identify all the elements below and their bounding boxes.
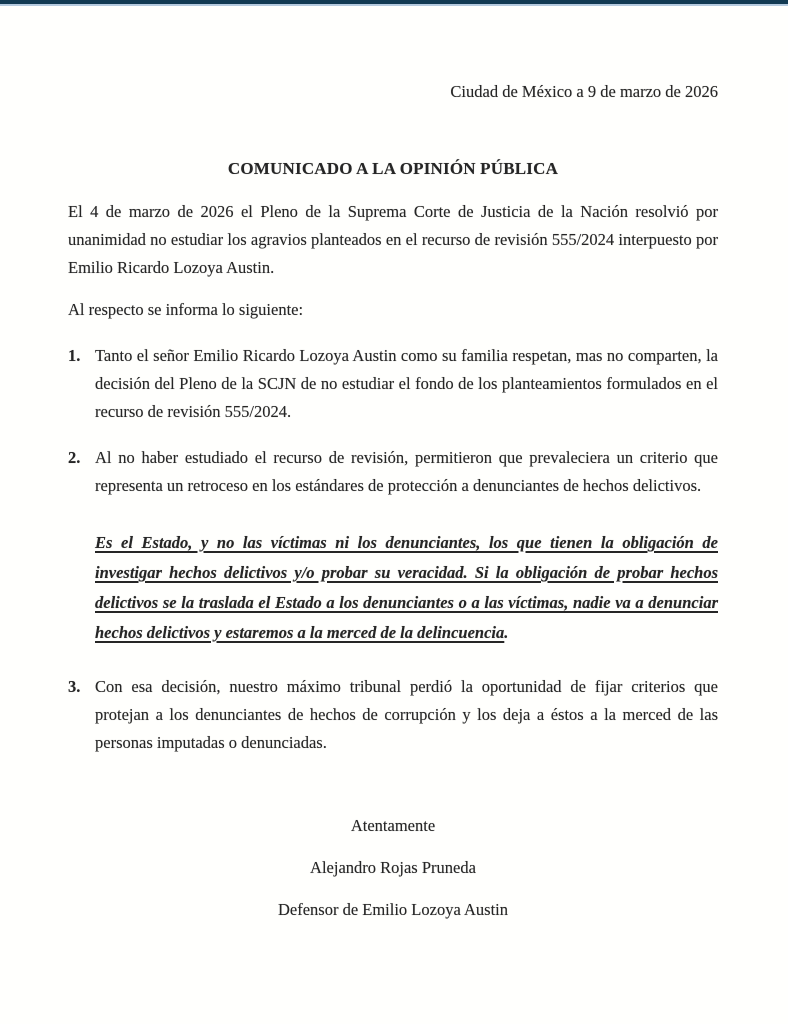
- item-number: 2.: [68, 448, 81, 467]
- document-title: COMUNICADO A LA OPINIÓN PÚBLICA: [227, 159, 559, 178]
- lead-in-text: Al respecto se informa lo siguiente:: [68, 300, 304, 319]
- list-item-3: [68, 673, 718, 757]
- item-text: Al no haber estudiado el recurso de revisión, permitieron que prevaleciera un criterio que representa un retroceso en los estándares de protección a denunciantes de hechos delictivos.: [95, 448, 718, 495]
- item-number: 3.: [68, 677, 81, 696]
- signatory-name: Alejandro Rojas Pruneda: [310, 858, 476, 877]
- item-number: 1.: [68, 346, 81, 365]
- list-item-2: [68, 444, 718, 500]
- closing-salutation: Atentamente: [350, 816, 436, 835]
- document-page: [0, 6, 788, 964]
- signatory-title: Defensor de Emilio Lozoya Austin: [277, 900, 509, 919]
- item-text: Tanto el señor Emilio Ricardo Lozoya Austin como su familia respetan, mas no comparten, la decisión del Pleno de la SCJN de no estudiar el fondo de los planteamientos formulados en el recurso de revisión 555/2024.: [95, 346, 718, 421]
- emphasis-final-period: .: [504, 623, 509, 642]
- item-text: Con esa decisión, nuestro máximo tribunal perdió la oportunidad de fijar criterios que protejan a los denunciantes de hechos de corrupción y los deja a éstos a la merced de las personas imputadas o denunciadas.: [95, 677, 718, 752]
- list-item-1: [68, 342, 718, 426]
- date-line: Ciudad de México a 9 de marzo de 2026: [450, 82, 718, 101]
- intro-paragraph: El 4 de marzo de 2026 el Pleno de la Suprema Corte de Justicia de la Nación resolvió por unanimidad no estudiar los agravios planteados en el recurso de revisión 555/2024 interpuesto por Emilio Ricardo Lozoya Austin.: [68, 202, 718, 277]
- emphasis-text: Es el Estado, y no las víctimas ni los denunciantes, los que tienen la obligación de investigar hechos delictivos y/o probar su veracidad. Si la obligación de probar hechos delictivos se la traslada el Estado a los denunciantes o a las víctimas, nadie va a denunciar hechos delictivos y estaremos a la merced de la delincuencia: [95, 533, 718, 642]
- emphasis-paragraph: [95, 528, 718, 648]
